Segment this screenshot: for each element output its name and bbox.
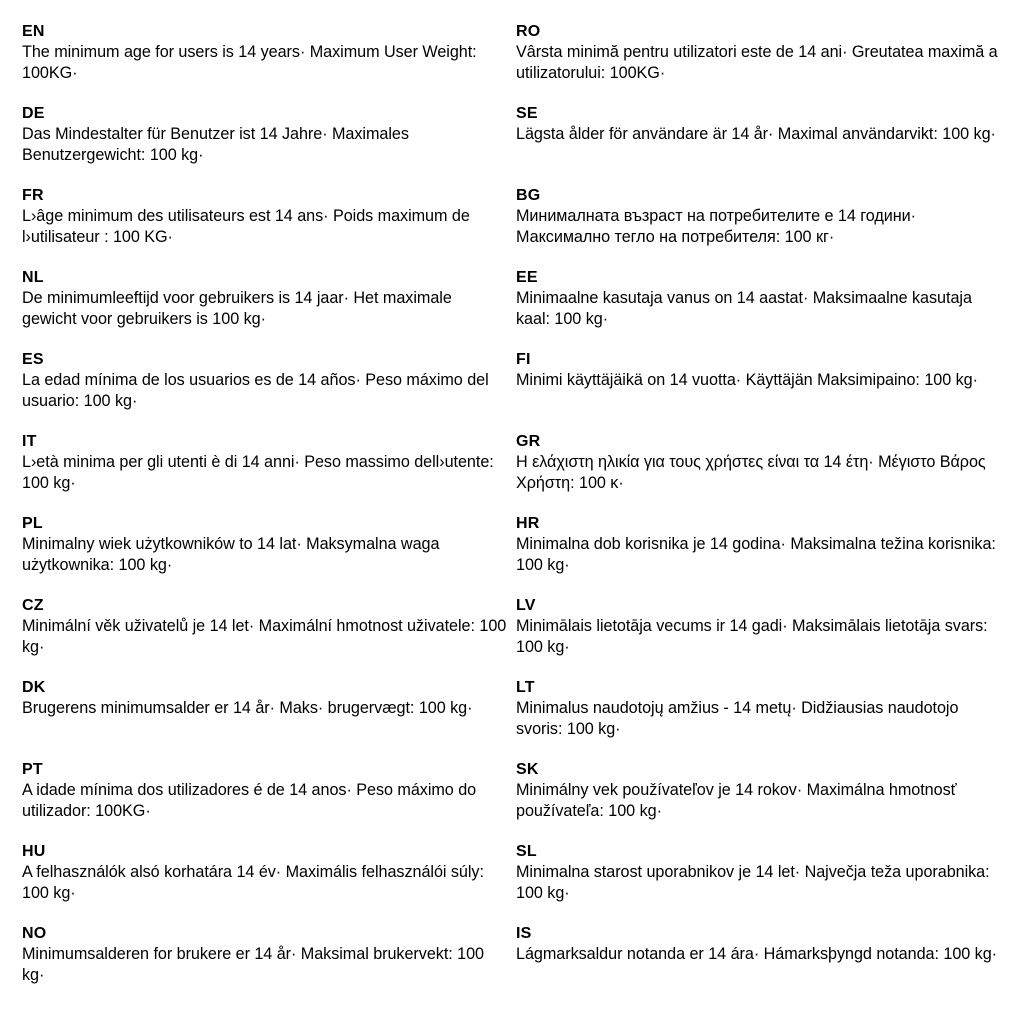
- language-entry-ro: [516, 22, 1010, 104]
- language-code: FR: [22, 187, 44, 204]
- language-text: Minimumsalderen for brukere er 14 år· Maksimal brukervekt: 100 kg·: [22, 945, 485, 984]
- language-text: Minimalus naudotojų amžius - 14 metų· Didžiausias naudotojo svoris: 100 kg·: [516, 699, 959, 738]
- language-code: HR: [516, 515, 540, 532]
- language-text: Lágmarksaldur notanda er 14 ára· Hámarksþyngd notanda: 100 kg·: [516, 945, 998, 963]
- language-text: La edad mínima de los usuarios es de 14 años· Peso máximo del usuario: 100 kg·: [22, 371, 489, 410]
- right-column: [516, 22, 1010, 1024]
- language-code: EN: [22, 23, 45, 40]
- language-entry-sk: [516, 760, 1010, 842]
- language-entry-en: [22, 22, 516, 104]
- language-code: EE: [516, 269, 538, 286]
- language-text: Η ελάχιστη ηλικία για τους χρήστες είναι τα 14 έτη· Μέγιστο Βάρος Χρήστη: 100 κ·: [516, 453, 986, 492]
- language-entry-hu: [22, 842, 516, 924]
- language-text: L›età minima per gli utenti è di 14 anni· Peso massimo dell›utente: 100 kg·: [22, 453, 494, 492]
- language-text: Minimalna starost uporabnikov je 14 let· Največja teža uporabnika: 100 kg·: [516, 863, 990, 902]
- language-entry-es: [22, 350, 516, 432]
- language-entry-lv: [516, 596, 1010, 678]
- language-text: A felhasználók alsó korhatára 14 év· Maximális felhasználói súly: 100 kg·: [22, 863, 484, 902]
- language-code: LT: [516, 679, 535, 696]
- language-code: GR: [516, 433, 541, 450]
- language-text: Vârsta minimă pentru utilizatori este de 14 ani· Greutatea maximă a utilizatorului: 100KG·: [516, 43, 998, 82]
- language-entry-no: [22, 924, 516, 1006]
- language-text: Minimi käyttäjäikä on 14 vuotta· Käyttäjän Maksimipaino: 100 kg·: [516, 371, 978, 389]
- language-text: Minimālais lietotāja vecums ir 14 gadi· Maksimālais lietotāja svars: 100 kg·: [516, 617, 988, 656]
- language-entry-hr: [516, 514, 1010, 596]
- language-code: SE: [516, 105, 538, 122]
- language-entry-dk: [22, 678, 516, 760]
- language-text: Минималната възраст на потребителите е 14 години· Максимално тегло на потребителя: 100 кг·: [516, 207, 916, 246]
- language-code: IT: [22, 433, 37, 450]
- language-text: The minimum age for users is 14 years· Maximum User Weight: 100KG·: [22, 43, 477, 82]
- language-entry-sl: [516, 842, 1010, 924]
- language-text: De minimumleeftijd voor gebruikers is 14 jaar· Het maximale gewicht voor gebruikers is 100 kg·: [22, 289, 452, 328]
- language-text: Minimaalne kasutaja vanus on 14 aastat· Maksimaalne kasutaja kaal: 100 kg·: [516, 289, 972, 328]
- language-code: FI: [516, 351, 531, 368]
- language-text: Lägsta ålder för användare är 14 år· Maximal användarvikt: 100 kg·: [516, 125, 996, 143]
- language-code: SK: [516, 761, 539, 778]
- language-entry-ee: [516, 268, 1010, 350]
- language-entry-pt: [22, 760, 516, 842]
- language-code: PT: [22, 761, 43, 778]
- language-text: Minimalny wiek użytkowników to 14 lat· Maksymalna waga użytkownika: 100 kg·: [22, 535, 440, 574]
- language-entry-de: [22, 104, 516, 186]
- language-text: Minimalna dob korisnika je 14 godina· Maksimalna težina korisnika: 100 kg·: [516, 535, 996, 574]
- language-code: ES: [22, 351, 44, 368]
- language-code: NO: [22, 925, 47, 942]
- language-entry-fr: [22, 186, 516, 268]
- language-text: Minimálny vek používateľov je 14 rokov· Maximálna hmotnosť používateľa: 100 kg·: [516, 781, 957, 820]
- language-text: Brugerens minimumsalder er 14 år· Maks· brugervægt: 100 kg·: [22, 699, 473, 717]
- language-code: PL: [22, 515, 43, 532]
- language-text: Das Mindestalter für Benutzer ist 14 Jahre· Maximales Benutzergewicht: 100 kg·: [22, 125, 409, 164]
- language-entry-it: [22, 432, 516, 514]
- language-code: CZ: [22, 597, 44, 614]
- language-entry-se: [516, 104, 1010, 186]
- language-code: HU: [22, 843, 46, 860]
- language-entry-bg: [516, 186, 1010, 268]
- language-text: Minimální věk uživatelů je 14 let· Maximální hmotnost uživatele: 100 kg·: [22, 617, 507, 656]
- left-column: [22, 22, 516, 1024]
- language-entry-lt: [516, 678, 1010, 760]
- language-entry-fi: [516, 350, 1010, 432]
- language-entry-pl: [22, 514, 516, 596]
- language-entry-is: [516, 924, 1010, 1006]
- language-code: NL: [22, 269, 44, 286]
- language-code: DE: [22, 105, 45, 122]
- language-text: L›âge minimum des utilisateurs est 14 ans· Poids maximum de l›utilisateur : 100 KG·: [22, 207, 470, 246]
- language-code: SL: [516, 843, 537, 860]
- language-code: DK: [22, 679, 46, 696]
- language-entry-nl: [22, 268, 516, 350]
- language-code: LV: [516, 597, 536, 614]
- language-text: A idade mínima dos utilizadores é de 14 anos· Peso máximo do utilizador: 100KG·: [22, 781, 477, 820]
- language-code: BG: [516, 187, 541, 204]
- language-entry-cz: [22, 596, 516, 678]
- language-code: RO: [516, 23, 541, 40]
- language-entry-gr: [516, 432, 1010, 514]
- language-code: IS: [516, 925, 532, 942]
